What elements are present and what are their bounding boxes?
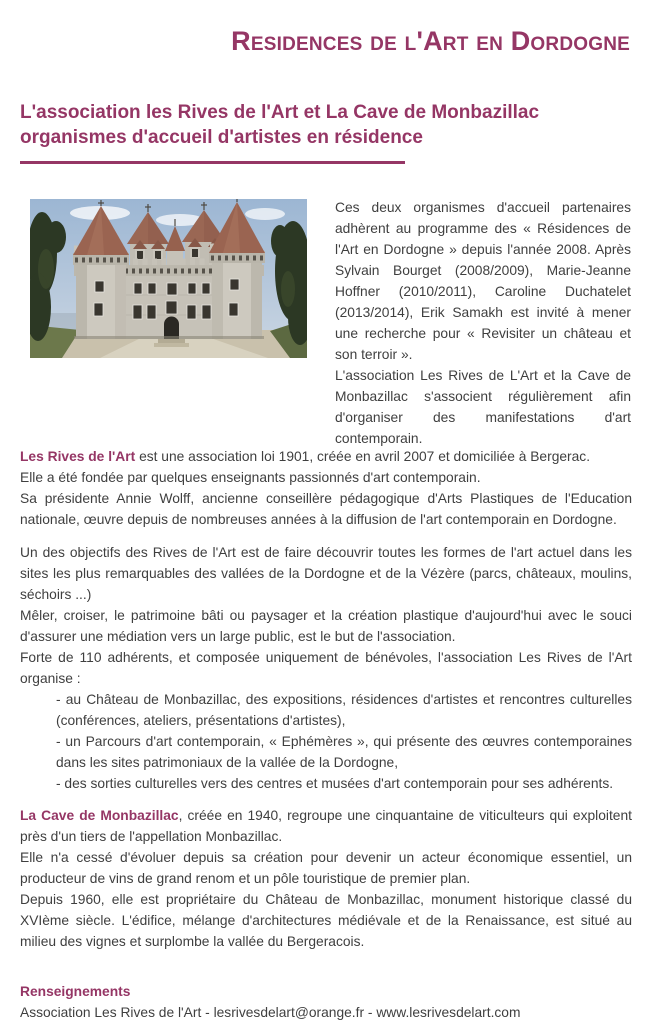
objectifs-paragraph [20,542,632,689]
rives-paragraph [20,446,632,530]
cave-heading: La Cave de Monbazillac [20,808,179,823]
objectifs-line-1: Un des objectifs des Rives de l'Art est de faire découvrir toutes les formes de l'art actuel dans les sites les plus remarquables des vallées de la Dordogne et de la Vézère (parcs, châteaux, moulins, séchoirs ...) [20,545,632,602]
subtitle-line-1: L'association les Rives de l'Art et La Cave de Monbazillac [20,102,540,123]
cave-line-3: Depuis 1960, elle est propriétaire du Château de Monbazillac, monument historique classé du XVIème siècle. L'édifice, mélange d'architectures médiévale et de la Renaissance, est situé au milieu des vignes et surplombe la vallée du Bergeracois. [20,892,632,949]
chateau-monbazillac-photo [30,199,307,358]
contact-line: Association Les Rives de l'Art - lesrivesdelart@orange.fr - www.lesrivesdelart.com [20,1005,521,1020]
divider-rule [20,161,405,164]
bullet-item-3: - des sorties culturelles vers des centres et musées d'art contemporain pour ses adhérents. [56,776,614,791]
subtitle [20,100,580,150]
rives-line-1: est une association loi 1901, créée en avril 2007 et domiciliée à Bergerac. [135,449,591,464]
bullet-list [56,689,632,794]
rives-heading: Les Rives de l'Art [20,449,136,464]
page-title: Residences de l'Art en Dordogne [231,26,630,56]
cave-line-1: , créée en 1940, regroupe une cinquantaine de viticulteurs qui exploitent près d'un tiers de l'appellation Monbazillac. [20,808,632,844]
intro-column [335,197,631,449]
bullet-item-1: - au Château de Monbazillac, des expositions, résidences d'artistes et rencontres culturelles (conférences, ateliers, présentations d'artistes), [56,692,632,728]
chateau-illustration [30,199,307,358]
rives-line-2: Elle a été fondée par quelques enseignants passionnés d'art contemporain. [20,470,481,485]
intro-paragraph-2: L'association Les Rives de L'Art et la Cave de Monbazillac s'associent régulièrement afin d'organiser des manifestations d'art contemporain. [335,368,631,446]
contact-block [20,981,632,1023]
body-text [20,446,632,1023]
objectifs-line-3: Forte de 110 adhérents, et composée uniquement de bénévoles, l'association Les Rives de l'Art organise : [20,650,632,686]
cave-paragraph [20,805,632,952]
renseignements-heading: Renseignements [20,984,131,999]
subtitle-line-2: organismes d'accueil d'artistes en résidence [20,127,423,148]
bullet-item-2: - un Parcours d'art contemporain, « Ephémères », qui présente des œuvres contemporaines dans les sites patrimoniaux de la vallée de la Dordogne, [56,734,632,770]
cave-line-2: Elle n'a cessé d'évoluer depuis sa création pour devenir un acteur économique essentiel, un producteur de vins de grand renom et un pôle touristique de premier plan. [20,850,632,886]
intro-paragraph-1: Ces deux organismes d'accueil partenaires adhèrent au programme des « Résidences de l'Art en Dordogne » depuis l'année 2008. Après Sylvain Bourget (2008/2009), Marie-Jeanne Hoffner (2010/2011), Caroline Duchatelet (2013/2014), Erik Samakh est invité à mener une recherche pour « Revisiter un château et son terroir ». [335,200,631,362]
rives-line-3: Sa présidente Annie Wolff, ancienne conseillère pédagogique d'Arts Plastiques de l'Education nationale, œuvre depuis de nombreuses années à la diffusion de l'art contemporain en Dordogne. [20,491,632,527]
objectifs-line-2: Mêler, croiser, le patrimoine bâti ou paysager et la création plastique d'aujourd'hui avec le souci d'assurer une médiation vers un large public, est le but de l'association. [20,608,632,644]
